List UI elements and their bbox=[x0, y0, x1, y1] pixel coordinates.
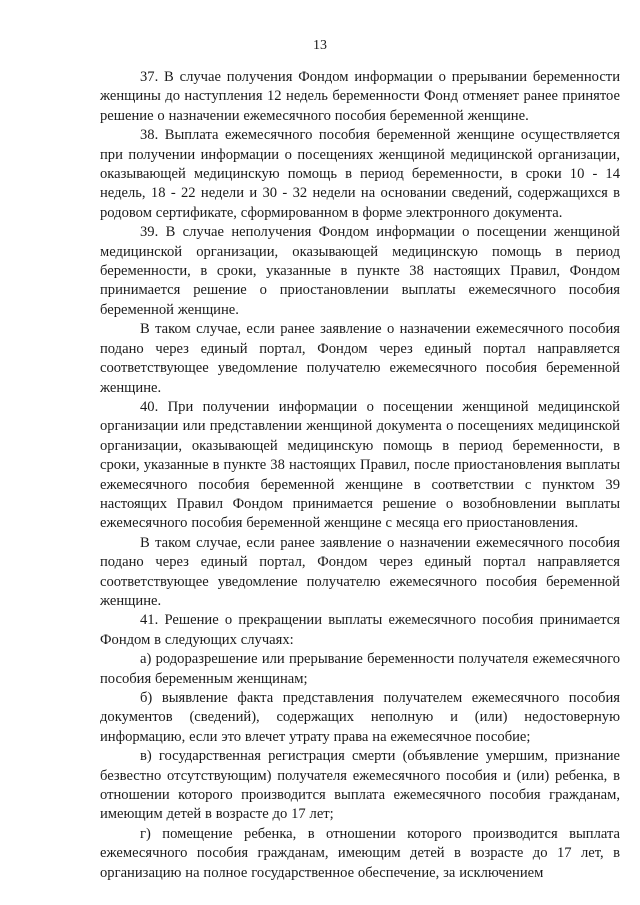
paragraph-40: 40. При получении информации о посещении женщиной медицинской организации или представлении женщиной документа о посещениях медицинской организации, оказывающей медицинскую помощь в период беременности, в сроки, указанные в пункте 38 настоящих Правил, после приостановления выплаты ежемесячного пособия беременной женщине в соответствии с пунктом 39 настоящих Правил Фондом принимается решение о возобновлении выплаты ежемесячного пособия беременной женщине с месяца его приостановления. bbox=[100, 398, 620, 532]
document-body bbox=[100, 68, 620, 883]
paragraph-37: 37. В случае получения Фондом информации о прерывании беременности женщины до наступления 12 недель беременности Фонд отменяет ранее принятое решение о назначении ежемесячного пособия беременной женщине. bbox=[100, 69, 620, 124]
paragraph-40-notice: В таком случае, если ранее заявление о назначении ежемесячного пособия подано через единый портал, Фондом через единый портал направляется соответствующее уведомление получателю ежемесячного пособия беременной женщине. bbox=[100, 534, 620, 609]
paragraph-41-item-a: а) родоразрешение или прерывание беременности получателя ежемесячного пособия беременным женщинам; bbox=[100, 651, 620, 687]
paragraph-38: 38. Выплата ежемесячного пособия беременной женщине осуществляется при получении информации о посещениях женщиной медицинской организации, оказывающей медицинскую помощь в период беременности, в сроки 10 - 14 недель, 18 - 22 недели и 30 - 32 недели на основании сведений, содержащихся в родовом сертификате, сформированном в форме электронного документа. bbox=[100, 127, 620, 221]
paragraph-41-item-v: в) государственная регистрация смерти (объявление умершим, признание безвестно отсутствующим) получателя ежемесячного пособия и (или) ребенка, в отношении которого производится выплата ежемесячного пособия гражданам, имеющим детей в возрасте до 17 лет; bbox=[100, 748, 620, 823]
paragraph-39-notice: В таком случае, если ранее заявление о назначении ежемесячного пособия подано через единый портал, Фондом через единый портал направляется соответствующее уведомление получателю ежемесячного пособия беременной женщине. bbox=[100, 321, 620, 396]
paragraph-41: 41. Решение о прекращении выплаты ежемесячного пособия принимается Фондом в следующих случаях: bbox=[100, 612, 620, 648]
page-number: 13 bbox=[313, 38, 327, 53]
paragraph-41-item-g: г) помещение ребенка, в отношении которого производится выплата ежемесячного пособия гражданам, имеющим детей в возрасте до 17 лет, в организацию на полное государственное обеспечение, за исключением bbox=[100, 825, 620, 881]
paragraph-39: 39. В случае неполучения Фондом информации о посещении женщиной медицинской организации, оказывающей медицинскую помощь в период беременности, в сроки, указанные в пункте 38 настоящих Правил, Фондом принимается решение о приостановлении выплаты ежемесячного пособия беременной женщине. bbox=[100, 224, 620, 318]
paragraph-41-item-b: б) выявление факта представления получателем ежемесячного пособия документов (сведений), содержащих неполную и (или) недостоверную информацию, если это влечет утрату права на ежемесячное пособие; bbox=[100, 690, 620, 745]
